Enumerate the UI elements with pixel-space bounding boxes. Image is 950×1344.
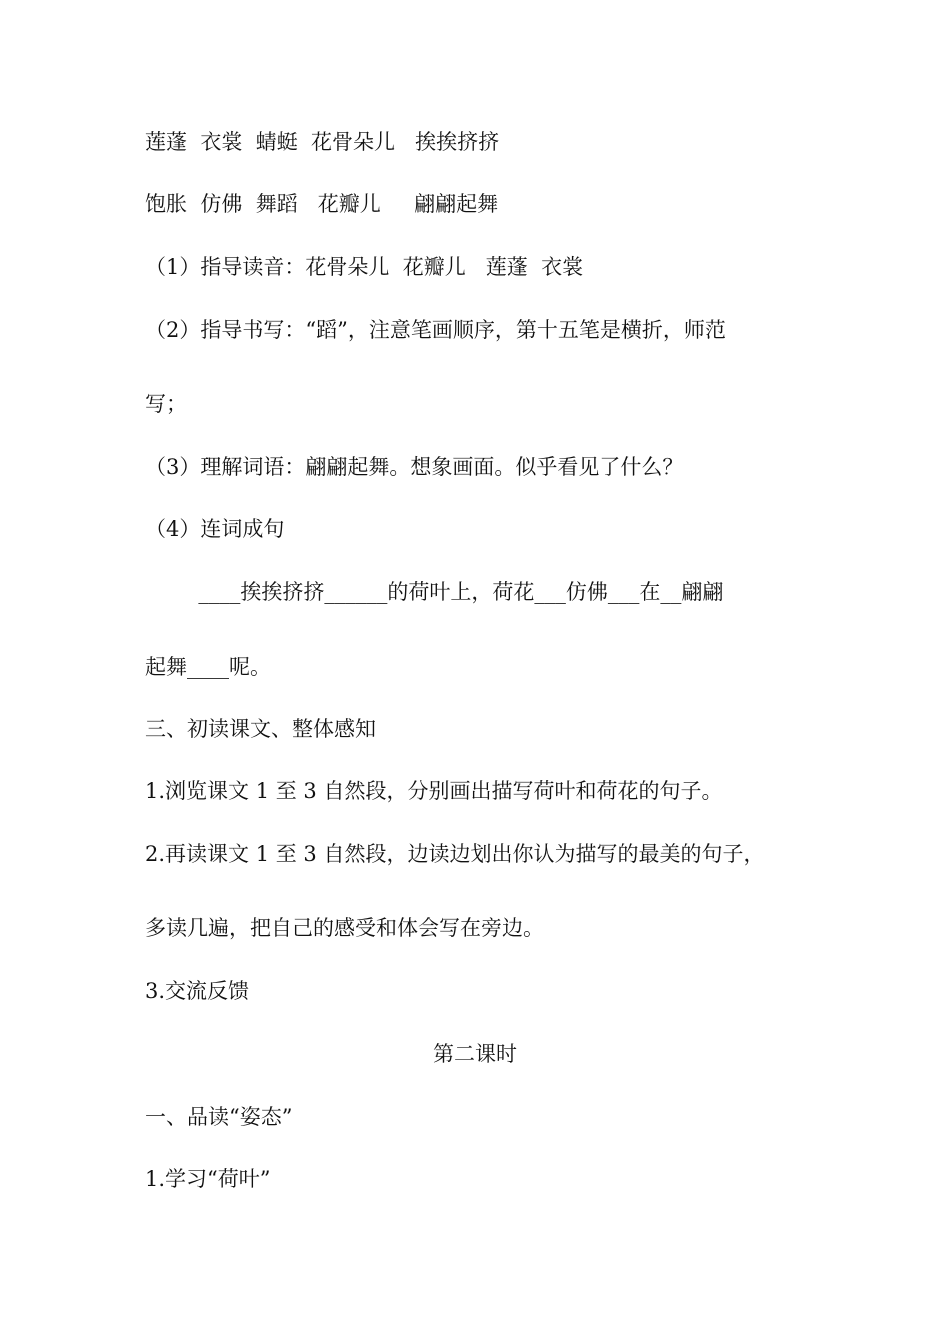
writing-guide-item-cont: 写； bbox=[145, 392, 187, 416]
step-1: 1.浏览课文 1 至 3 自然段，分别画出描写荷叶和荷花的句子。 bbox=[145, 779, 723, 803]
fill-in-sentence-cont: 起舞____呢。 bbox=[145, 655, 271, 679]
section-heading: 三、初读课文、整体感知 bbox=[145, 717, 376, 741]
vocab-row-2: 饱胀 仿佛 舞蹈 花瓣儿 翩翩起舞 bbox=[145, 192, 499, 216]
reading-guide-item: （1）指导读音：花骨朵儿 花瓣儿 莲蓬 衣裳 bbox=[145, 255, 584, 279]
word-meaning-item: （3）理解词语：翩翩起舞。想象画面。似乎看见了什么？ bbox=[145, 455, 684, 479]
step-2: 2.再读课文 1 至 3 自然段，边读边划出你认为描写的最美的句子， bbox=[145, 842, 765, 866]
sentence-task-item: （4）连词成句 bbox=[145, 517, 285, 541]
lesson-title: 第二课时 bbox=[433, 1042, 517, 1066]
part-step-1: 1.学习“荷叶” bbox=[145, 1167, 271, 1191]
step-2-cont: 多读几遍，把自己的感受和体会写在旁边。 bbox=[145, 916, 544, 940]
step-3: 3.交流反馈 bbox=[145, 979, 250, 1003]
vocab-row-1: 莲蓬 衣裳 蜻蜓 花骨朵儿 挨挨挤挤 bbox=[145, 130, 500, 154]
fill-in-sentence: ____挨挨挤挤______的荷叶上，荷花___仿佛___在__翩翩 bbox=[145, 580, 724, 604]
part-heading: 一、品读“姿态” bbox=[145, 1105, 293, 1129]
writing-guide-item: （2）指导书写：“蹈”，注意笔画顺序，第十五笔是横折，师范 bbox=[145, 318, 726, 342]
